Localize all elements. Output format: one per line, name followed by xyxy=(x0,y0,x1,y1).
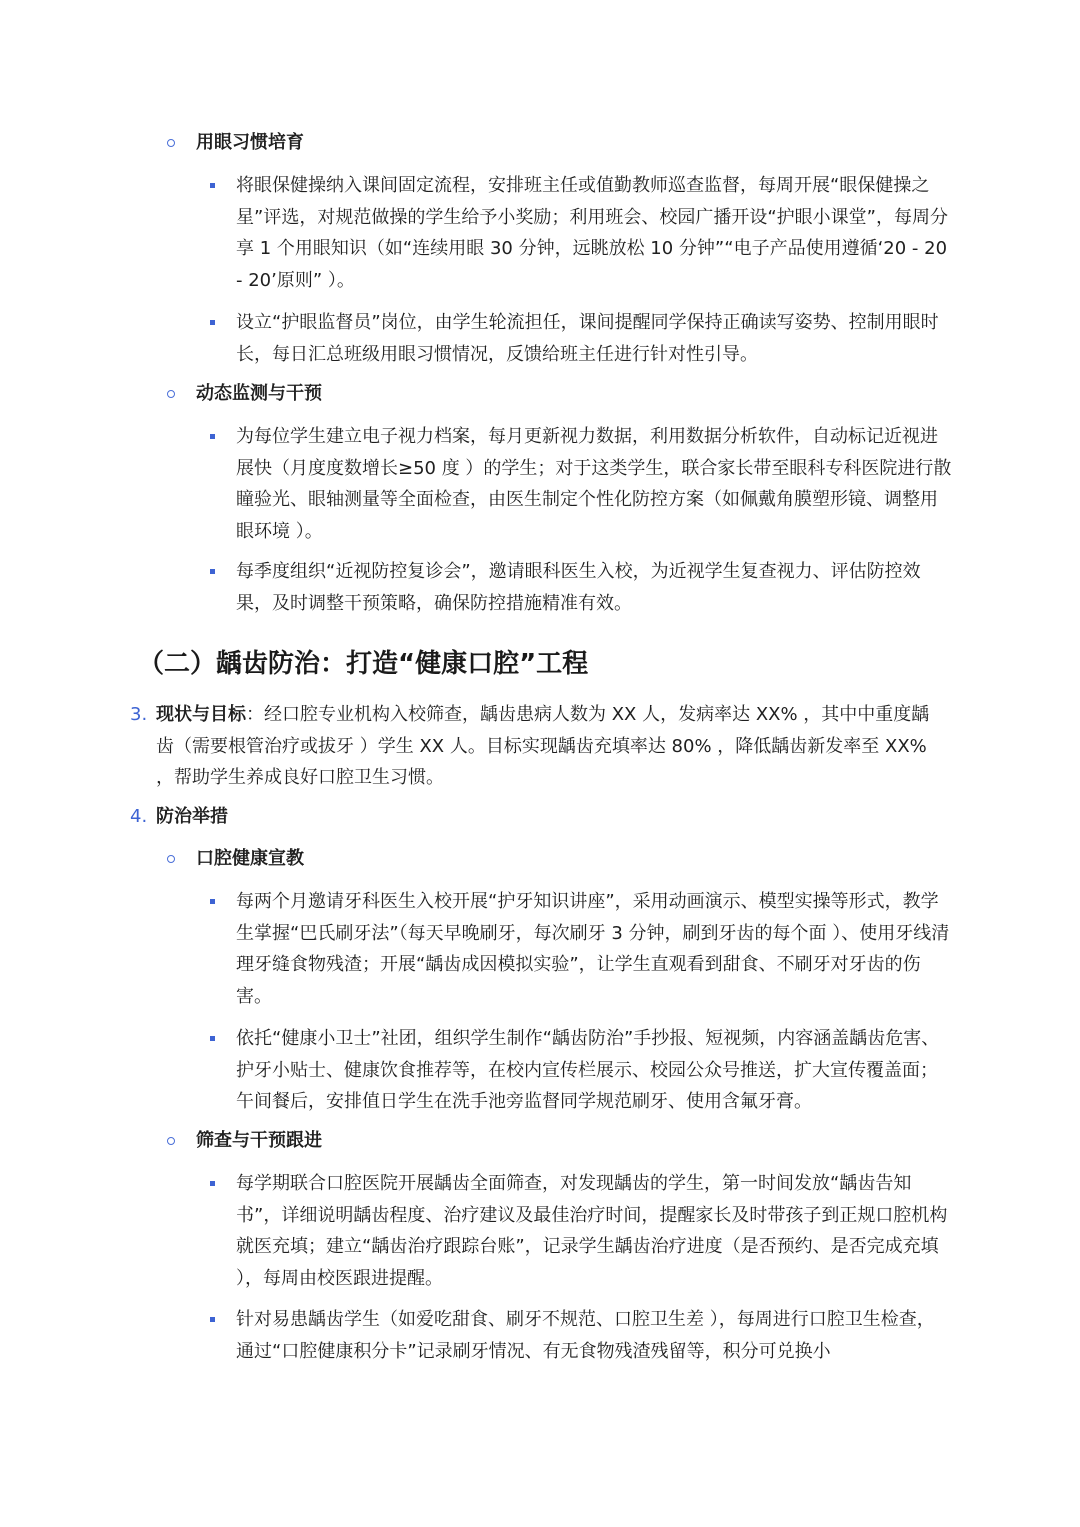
circle-bullet-icon xyxy=(167,855,175,863)
numbered-item-label: 现状与目标 xyxy=(156,704,246,725)
bullet-paragraph: 针对易患龋齿学生（如爱吃甜食、刷牙不规范、口腔卫生差 ），每周进行口腔卫生检查，通过“口腔健康积分卡”记录刷牙情况、有无食物残渣残留等，积分可兑换小 xyxy=(236,1309,935,1362)
sub-heading-oral-education: 口腔健康宣教 xyxy=(196,848,304,869)
square-bullet-icon xyxy=(210,1317,215,1322)
square-bullet-icon xyxy=(210,569,215,574)
bullet-paragraph: 依托“健康小卫士”社团，组织学生制作“龋齿防治”手抄报、短视频，内容涵盖龋齿危害、护牙小贴士、健康饮食推荐等，在校内宣传栏展示、校园公众号推送，扩大宣传覆盖面；午间餐后，安排值日学生在洗手池旁监督同学规范刷牙、使用含氟牙膏。 xyxy=(236,1028,940,1112)
sub-heading-monitoring: 动态监测与干预 xyxy=(196,383,322,404)
square-bullet-icon xyxy=(210,434,215,439)
circle-bullet-icon xyxy=(167,139,175,147)
numbered-paragraph-status xyxy=(156,699,946,794)
square-bullet-icon xyxy=(210,183,215,188)
bullet-paragraph: 每学期联合口腔医院开展龋齿全面筛查，对发现龋齿的学生，第一时间发放“龋齿告知书”，详细说明龋齿程度、治疗建议及最佳治疗时间，提醒家长及时带孩子到正规口腔机构就医充填；建立“龋齿治疗跟踪台账”，记录学生龋齿治疗进度（是否预约、是否完成充填 ），每周由校医跟进提醒。 xyxy=(236,1173,948,1289)
numbered-item-text: ：经口腔专业机构入校筛查，龋齿患病人数为 XX 人，发病率达 XX% ，其中中重度龋齿（需要根管治疗或拔牙 ）学生 XX 人。目标实现龋齿充填率达 80% ，降低龋齿新发率至 XX% ，帮助学生养成良好口腔卫生习惯。 xyxy=(156,704,930,788)
sub-heading-screening: 筛查与干预跟进 xyxy=(196,1130,322,1151)
bullet-paragraph: 将眼保健操纳入课间固定流程，安排班主任或值勤教师巡查监督，每周开展“眼保健操之星”评选，对规范做操的学生给予小奖励；利用班会、校园广播开设“护眼小课堂”，每周分享 1 个用眼知识（如“连续用眼 30 分钟，远眺放松 10 分钟”“电子产品使用遵循‘20 - 20 - 20’原则” ）。 xyxy=(236,175,948,291)
square-bullet-icon xyxy=(210,899,215,904)
circle-bullet-icon xyxy=(167,390,175,398)
bullet-paragraph: 每两个月邀请牙科医生入校开展“护牙知识讲座”，采用动画演示、模型实操等形式，教学生掌握“巴氏刷牙法”（每天早晚刷牙，每次刷牙 3 分钟，刷到牙齿的每个面 ）、使用牙线清理牙缝食物残渣；开展“龋齿成因模拟实验”，让学生直观看到甜食、不刷牙对牙齿的伤害。 xyxy=(236,891,950,1007)
numbered-item-label: 防治举措 xyxy=(156,806,228,827)
section-title-dental: （二）龋齿防治：打造“健康口腔”工程 xyxy=(138,649,589,679)
circle-bullet-icon xyxy=(167,1137,175,1145)
bullet-paragraph: 每季度组织“近视防控复诊会”，邀请眼科医生入校，为近视学生复查视力、评估防控效果，及时调整干预策略，确保防控措施精准有效。 xyxy=(236,561,921,614)
square-bullet-icon xyxy=(210,1036,215,1041)
square-bullet-icon xyxy=(210,1181,215,1186)
bullet-paragraph: 设立“护眼监督员”岗位，由学生轮流担任，课间提醒同学保持正确读写姿势、控制用眼时长，每日汇总班级用眼习惯情况，反馈给班主任进行针对性引导。 xyxy=(236,312,939,365)
list-number: 4. xyxy=(130,806,148,827)
list-number: 3. xyxy=(130,704,148,725)
bullet-paragraph: 为每位学生建立电子视力档案，每月更新视力数据，利用数据分析软件，自动标记近视进展快（月度度数增长≥50 度 ）的学生；对于这类学生，联合家长带至眼科专科医院进行散瞳验光、眼轴测量等全面检查，由医生制定个性化防控方案（如佩戴角膜塑形镜、调整用眼环境 ）。 xyxy=(236,426,952,542)
square-bullet-icon xyxy=(210,320,215,325)
sub-heading-eye-habit: 用眼习惯培育 xyxy=(196,132,304,153)
